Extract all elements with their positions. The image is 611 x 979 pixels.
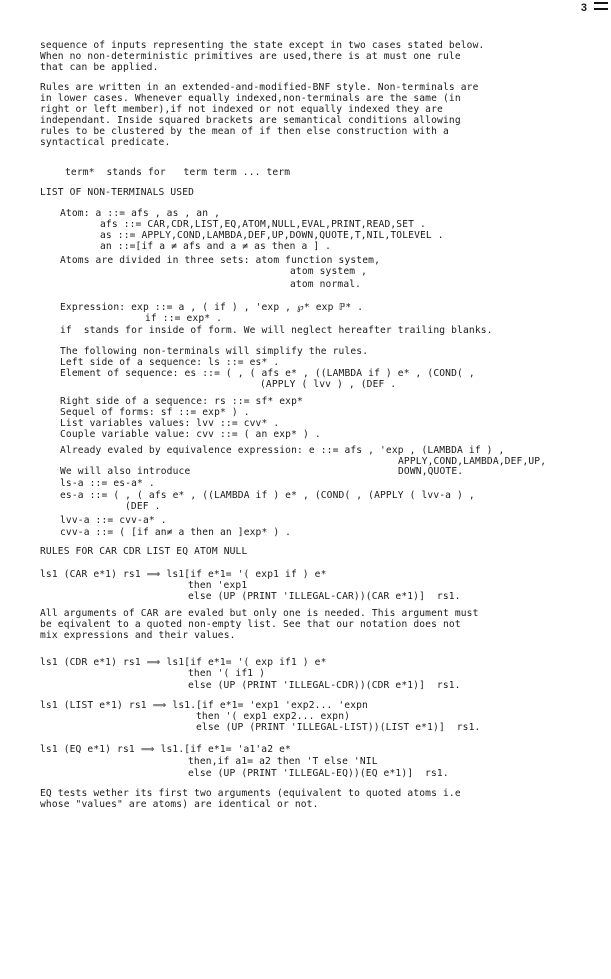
text-line: List variables values: lvv ::= cvv* . <box>60 418 280 429</box>
text-line: ls1 (LIST e*1) rs1 ⟹ ls1.[if e*1= 'exp1 'exp2... 'expn <box>40 700 368 711</box>
text-line: lvv-a ::= cvv-a* . <box>60 515 167 526</box>
text-line: ls1 (EQ e*1) rs1 ⟹ ls1.[if e*1= 'a1'a2 e* <box>40 744 291 755</box>
text-line: afs ::= CAR,CDR,LIST,EQ,ATOM,NULL,EVAL,PRINT,READ,SET . <box>100 219 426 230</box>
text-line: then 'exp1 <box>188 580 248 591</box>
text-line: The following non-terminals will simplify the rules. <box>60 346 369 357</box>
text-line: else (UP (PRINT 'ILLEGAL-CDR))(CDR e*1)] rs1. <box>188 680 461 691</box>
text-line: atom normal. <box>290 279 362 290</box>
text-line: When no non-deterministic primitives are used,there is at must one rule <box>40 51 461 62</box>
text-line: Rules are written in an extended-and-modified-BNF style. Non-terminals are <box>40 82 479 93</box>
text-line: es-a ::= ( , ( afs e* , ((LAMBDA if ) e* , (COND( , (APPLY ( lvv-a ) , <box>60 490 475 501</box>
text-line: in lower cases. Whenever equally indexed,non-terminals are the same (in <box>40 93 461 104</box>
text-line: (APPLY ( lvv ) , (DEF . <box>260 379 397 390</box>
text-line: if ::= exp* . <box>145 313 223 324</box>
text-line: right or left member),if not indexed or not equally indexed they are <box>40 104 443 115</box>
text-line: cvv-a ::= ( [if an≠ a then an ]exp* ) . <box>60 527 292 538</box>
text-line: All arguments of CAR are evaled but only one is needed. This argument must <box>40 608 479 619</box>
text-line: Already evaled by equivalence expression: e ::= afs , 'exp , (LAMBDA if ) , <box>60 445 505 456</box>
text-line: Right side of a sequence: rs ::= sf* exp* <box>60 396 303 407</box>
text-line: Element of sequence: es ::= ( , ( afs e* , ((LAMBDA if ) e* , (COND( , <box>60 368 475 379</box>
text-line: We will also introduce <box>60 466 191 477</box>
text-line: term* stands for term term ... term <box>65 167 291 178</box>
text-line: ls1 (CDR e*1) rs1 ⟹ ls1[if e*1= '( exp if1 ) e* <box>40 657 327 668</box>
text-line: an ::=[if a ≠ afs and a ≠ as then a ] . <box>100 241 332 252</box>
text-line: as ::= APPLY,COND,LAMBDA,DEF,UP,DOWN,QUOTE,T,NIL,TOLEVEL . <box>100 230 444 241</box>
text-line: EQ tests wether its first two arguments (equivalent to quoted atoms i.e <box>40 788 461 799</box>
text-line: APPLY,COND,LAMBDA,DEF,UP, <box>398 456 547 467</box>
text-line: ls-a ::= es-a* . <box>60 478 155 489</box>
text-line: RULES FOR CAR CDR LIST EQ ATOM NULL <box>40 546 248 557</box>
text-line: independant. Inside squared brackets are semantical conditions allowing <box>40 115 461 126</box>
text-line: Sequel of forms: sf ::= exp* ) . <box>60 407 250 418</box>
text-line: sequence of inputs representing the state except in two cases stated below. <box>40 40 485 51</box>
text-line: else (UP (PRINT 'ILLEGAL-LIST))(LIST e*1)] rs1. <box>196 722 481 733</box>
text-line: be eqivalent to a quoted non-empty list. See that our notation does not <box>40 619 461 630</box>
text-line: Couple variable value: cvv ::= ( an exp* ) . <box>60 429 321 440</box>
text-line: that can be applied. <box>40 62 159 73</box>
text-line: syntactical predicate. <box>40 137 171 148</box>
text-line: rules to be clustered by the mean of if then else construction with a <box>40 126 449 137</box>
page-number: 3 <box>580 2 587 14</box>
text-line: then '( if1 ) <box>188 668 266 679</box>
text-line: atom system , <box>290 266 368 277</box>
text-line: else (UP (PRINT 'ILLEGAL-CAR))(CAR e*1)] rs1. <box>188 591 461 602</box>
text-line: whose "values" are atoms) are identical or not. <box>40 799 319 810</box>
text-line: Left side of a sequence: ls ::= es* . <box>60 357 280 368</box>
text-line: Atom: a ::= afs , as , an , <box>60 208 220 219</box>
text-line: then,if a1= a2 then 'T else 'NIL <box>188 756 378 767</box>
text-line: Expression: exp ::= a , ( if ) , 'exp , ℘* exp ℙ* . <box>60 302 364 313</box>
text-line: (DEF . <box>125 501 161 512</box>
text-line: if stands for inside of form. We will neglect hereafter trailing blanks. <box>60 325 493 336</box>
text-line: LIST OF NON-TERMINALS USED <box>40 187 195 198</box>
page-corner-mark <box>594 2 608 14</box>
text-line: Atoms are divided in three sets: atom function system, <box>60 255 380 266</box>
text-line: else (UP (PRINT 'ILLEGAL-EQ))(EQ e*1)] rs1. <box>188 768 449 779</box>
text-line: ls1 (CAR e*1) rs1 ⟹ ls1[if e*1= '( exp1 if ) e* <box>40 569 327 580</box>
text-line: DOWN,QUOTE. <box>398 466 464 477</box>
text-line: mix expressions and their values. <box>40 630 236 641</box>
text-line: then '( exp1 exp2... expn) <box>196 711 351 722</box>
